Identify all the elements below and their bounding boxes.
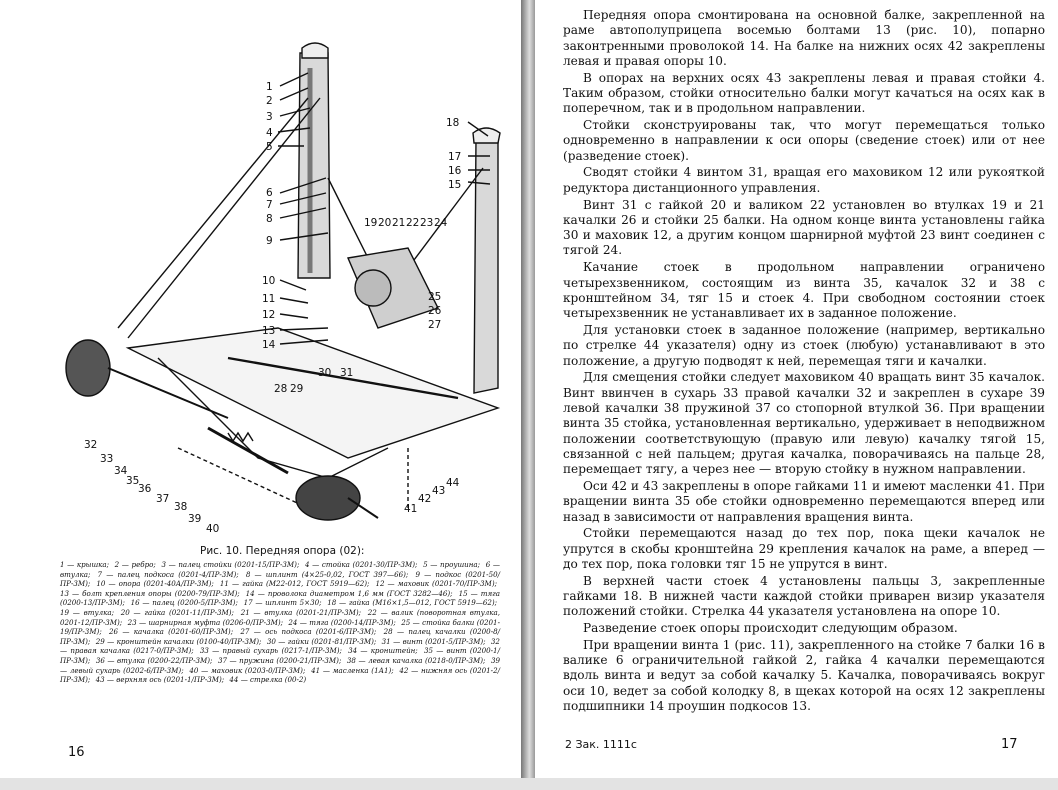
legend-entry: 15 — тяга (0200-13/ПР-3М); bbox=[60, 588, 500, 608]
legend-entry: 18 — гайка (М16×1,5—012, ГОСТ 5919—62); bbox=[327, 598, 497, 608]
callout-11: 11 bbox=[262, 293, 276, 305]
callout-19: 19 bbox=[364, 217, 378, 229]
callout-labels-bottom-right bbox=[404, 477, 460, 515]
body-text bbox=[563, 8, 1045, 716]
paragraph: При вращении винта 1 (рис. 11), закрепленного на стойке 7 балки 16 в валике 6 ограничительной гайкой 2, гайка 4 качалки перемещаются вдоль винта и ведут за собой качалку 5. Качалка, поворачиваясь вокруг оси 10, ведет за собой колодку 8, в щеках которой на осях 12 закреплены подшипники 14 проушин подкосов 13. bbox=[563, 637, 1045, 714]
legend-entry: 6 — втулка; bbox=[60, 560, 500, 579]
legend-entry: 12 — маховик (0201-70/ПР-3М); bbox=[375, 579, 497, 589]
legend-entry: 36 — втулка (0200-22/ПР-3М); bbox=[95, 655, 213, 665]
callout-33: 33 bbox=[100, 453, 114, 465]
legend-entry: 23 — шарнирная муфта (0206-0/ПР-3М); bbox=[127, 617, 283, 627]
legend-entry: 25 — стойка балки (0201-19/ПР-3М); bbox=[60, 617, 500, 637]
legend-entry: 1 — крышка; bbox=[60, 560, 110, 569]
paragraph: Стойки сконструированы так, что могут перемещаться только одновременно в направлении к оси опоры (сведение стоек) или от нее (разведение стоек). bbox=[563, 118, 1045, 163]
legend-entry: 42 — нижняя ось (0201-2/ПР-3М); bbox=[60, 665, 500, 685]
callout-5: 5 bbox=[266, 141, 273, 153]
legend-entry: 3 — палец стойки (0201-15/ПР-3М); bbox=[161, 560, 300, 569]
callout-31: 31 bbox=[340, 367, 354, 379]
callout-32: 32 bbox=[84, 439, 98, 451]
paragraph: Для смещения стойки следует маховиком 40 вращать винт 35 качалок. Винт ввинчен в сухарь 33 правой качалки 32 и закреплен в сухаре 39 левой качалки 38 пружиной 37 со стопорной втулкой 36. При вращении винта 35 стойка, установленная вертикально, удерживает в неподвижном положении соответствующую (правую или левую) качалку тягой 15, связанной с ней пальцем; другая качалка, поворачиваясь на пальце 28, перемещает тягу, а через нее — вторую стойку в нужном направлении. bbox=[563, 370, 1045, 477]
paragraph: Оси 42 и 43 закреплены в опоре гайками 11 и имеют масленки 41. При вращении винта 35 обе стойки одновременно перемещаются вперед или назад в зависимости от направления вращения винта. bbox=[563, 478, 1045, 524]
callout-28: 28 bbox=[274, 383, 288, 395]
callout-24: 24 bbox=[434, 217, 448, 229]
callout-21: 21 bbox=[392, 217, 406, 229]
legend-entry: 8 — шплинт (4×25-0,02, ГОСТ 397—66); bbox=[245, 569, 409, 579]
legend-entry: 9 — подкос (0201-50/ПР-3М); bbox=[60, 569, 500, 589]
legend-entry: 44 — стрелка (00-2) bbox=[229, 675, 307, 685]
legend-entry: 21 — втулка (0201-21/ПР-3М); bbox=[240, 607, 362, 617]
callout-6: 6 bbox=[266, 187, 273, 199]
paragraph: Для установки стоек в заданное положение (например, вертикально по стрелке 44 указателя) одну из стоек (любую) устанавливают в это положение, а другую подводят к ней, перемещая тяги и качалки. bbox=[563, 322, 1045, 368]
figure-caption-title: Рис. 10. Передняя опора (02): bbox=[200, 545, 365, 557]
legend-entry: 17 — шплинт 5×30; bbox=[243, 598, 322, 608]
callout-labels-bottom-left bbox=[84, 439, 219, 535]
legend-entry: 24 — тяга (0200-14/ПР-3М); bbox=[288, 617, 396, 627]
callout-9: 9 bbox=[266, 235, 273, 247]
callout-3: 3 bbox=[266, 111, 273, 123]
legend-entry: 2 — ребро; bbox=[114, 560, 156, 569]
callout-27: 27 bbox=[428, 319, 442, 331]
callout-22: 22 bbox=[406, 217, 420, 229]
callout-34: 34 bbox=[114, 465, 128, 477]
callout-20: 20 bbox=[378, 217, 392, 229]
callout-7: 7 bbox=[266, 199, 273, 211]
legend-entry: 38 — левая качалка (0218-0/ПР-3М); bbox=[346, 655, 486, 665]
legend-entry: 31 — винт (0201-5/ПР-3М); bbox=[381, 636, 486, 646]
callout-29: 29 bbox=[290, 383, 304, 395]
legend-entry: 32 — правая качалка (0217-0/ПР-3М); bbox=[60, 636, 500, 656]
legend-entry: 30 — гайки (0201-81/ПР-3М); bbox=[266, 636, 377, 646]
legend-entry: 27 — ось подкоса (0201-6/ПР-3М); bbox=[240, 627, 377, 637]
callout-2: 2 bbox=[266, 95, 273, 107]
callout-38: 38 bbox=[174, 501, 188, 513]
callout-1: 1 bbox=[266, 81, 273, 93]
callout-13: 13 bbox=[262, 325, 276, 337]
callout-43: 43 bbox=[432, 485, 446, 497]
paragraph: Качание стоек в продольном направлении ограничено четырехзвенником, состоящим из винта 35, качалок 32 и 38 с кронштейном 34, тяг 15 и стоек 4. При свободном состоянии стоек четырехзвенник не устанавливает их в заданное положение. bbox=[563, 260, 1045, 321]
paragraph: Стойки перемещаются назад до тех пор, пока щеки качалок не упрутся в скобы кронштейна 29 крепления качалок на раме, а вперед — до тех пор, пока головки тяг 15 не упрутся в винт. bbox=[563, 526, 1045, 571]
legend-entry: 22 — валик (поворотная втулка, 0201-12/ПР-3М); bbox=[60, 607, 500, 627]
legend-entry: 14 — проволока диаметром 1,6 мм (ГОСТ 3282—46); bbox=[245, 588, 453, 598]
callout-4: 4 bbox=[266, 127, 273, 139]
callout-14: 14 bbox=[262, 339, 276, 351]
paragraph: Передняя опора смонтирована на основной балке, закрепленной на раме автополуприцепа восемью болтами 13 (рис. 10), попарно законтренными проволокой 14. На балке на нижних осях 42 закреплены левая и правая опоры 10. bbox=[563, 8, 1045, 68]
callout-10: 10 bbox=[262, 275, 276, 287]
callout-labels-right-upper bbox=[446, 117, 462, 191]
callout-8: 8 bbox=[266, 213, 273, 225]
callout-36: 36 bbox=[138, 483, 152, 495]
callout-42: 42 bbox=[418, 493, 432, 505]
callout-30: 30 bbox=[318, 367, 332, 379]
callout-17: 17 bbox=[448, 151, 462, 163]
callout-37: 37 bbox=[156, 493, 170, 505]
callout-39: 39 bbox=[188, 513, 202, 525]
page-number-right: 17 bbox=[1001, 737, 1018, 752]
legend-entry: 40 — маховик (0203-0/ПР-3М); bbox=[189, 665, 306, 675]
page-number-left: 16 bbox=[68, 745, 85, 760]
callout-16: 16 bbox=[448, 165, 462, 177]
legend-entry: 4 — стойка (0201-30/ПР-3М); bbox=[304, 560, 418, 569]
legend-entry: 16 — палец (0200-5/ПР-3М); bbox=[130, 598, 238, 608]
callout-44: 44 bbox=[446, 477, 460, 489]
legend-entry: 5 — проушина; bbox=[423, 560, 481, 569]
legend-entry: 10 — опора (0201-40А/ПР-3М); bbox=[96, 579, 214, 589]
legend-entry: 20 — гайка (0201-11/ПР-3М); bbox=[120, 607, 234, 617]
legend-entry: 13 — болт крепления опоры (0200-79/ПР-3М); bbox=[60, 588, 240, 598]
callout-23: 23 bbox=[420, 217, 434, 229]
left-page bbox=[0, 0, 521, 778]
callout-26: 26 bbox=[428, 305, 442, 317]
legend-entry: 28 — палец качалки (0200-8/ПР-3М); bbox=[60, 627, 500, 646]
book-gutter bbox=[521, 0, 535, 778]
legend-entry: 7 — палец подкоса (0201-4/ПР-3М); bbox=[97, 569, 239, 579]
legend-entry: 34 — кронштейн; bbox=[348, 646, 418, 656]
callout-12: 12 bbox=[262, 309, 276, 321]
paragraph: Разведение стоек опоры происходит следующим образом. bbox=[583, 621, 958, 636]
callout-35: 35 bbox=[126, 475, 140, 487]
paragraph: Сводят стойки 4 винтом 31, вращая его маховиком 12 или рукояткой редуктора дистанционного управления. bbox=[563, 165, 1045, 195]
callout-25: 25 bbox=[428, 291, 442, 303]
callout-labels-left bbox=[262, 81, 276, 351]
figure-legend bbox=[60, 560, 500, 685]
figure-front-support bbox=[28, 28, 508, 538]
paragraph: Винт 31 с гайкой 20 и валиком 22 установлен во втулках 19 и 21 качалки 26 и стойки 25 балки. На одном конце винта установлены гайка 30 и маховик 12, а другим концом шарнирной муфтой 23 винт соединен с тягой 24. bbox=[563, 197, 1045, 258]
legend-entry: 33 — правый сухарь (0217-1/ПР-3М); bbox=[199, 646, 342, 656]
legend-entry: 37 — пружина (0200-21/ПР-3М); bbox=[217, 655, 342, 665]
legend-entry: 19 — втулка; bbox=[60, 607, 114, 617]
callout-15: 15 bbox=[448, 179, 462, 191]
legend-entry: 26 — качалка (0201-60/ПР-3М); bbox=[109, 627, 234, 637]
legend-entry: 35 — винт (0200-1/ПР-3М); bbox=[60, 646, 500, 665]
legend-entry: 11 — гайка (М22-012, ГОСТ 5919—62); bbox=[219, 579, 370, 589]
legend-entry: 39 — левый сухарь (0202-6/ПР-3М); bbox=[60, 655, 500, 675]
paragraph: В верхней части стоек 4 установлены пальцы 3, закрепленные гайками 18. В нижней части каждой стойки приварен визир указателя положений стойки. Стрелка 44 указателя установлена на опоре 10. bbox=[563, 573, 1045, 619]
callout-18: 18 bbox=[446, 117, 460, 129]
legend-entry: 41 — масленка (1А1); bbox=[311, 665, 394, 675]
legend-entry: 29 — кронштейн качалки (0100-40/ПР-3М); bbox=[95, 636, 262, 646]
paragraph: В опорах на верхних осях 43 закреплены левая и правая стойки 4. Таким образом, стойки относительно балки могут качаться на осях как в поперечном, так и в продольном направлении. bbox=[563, 70, 1045, 116]
callout-41: 41 bbox=[404, 503, 418, 515]
right-page bbox=[535, 0, 1058, 778]
callout-40: 40 bbox=[206, 523, 220, 535]
legend-entry: 43 — верхняя ось (0201-1/ПР-3М); bbox=[95, 675, 225, 685]
front-support-drawing bbox=[28, 28, 508, 538]
bottom-strip bbox=[0, 778, 1058, 790]
callout-labels-top bbox=[364, 217, 448, 229]
footer-signature-mark: 2 Зак. 1111с bbox=[565, 738, 637, 751]
